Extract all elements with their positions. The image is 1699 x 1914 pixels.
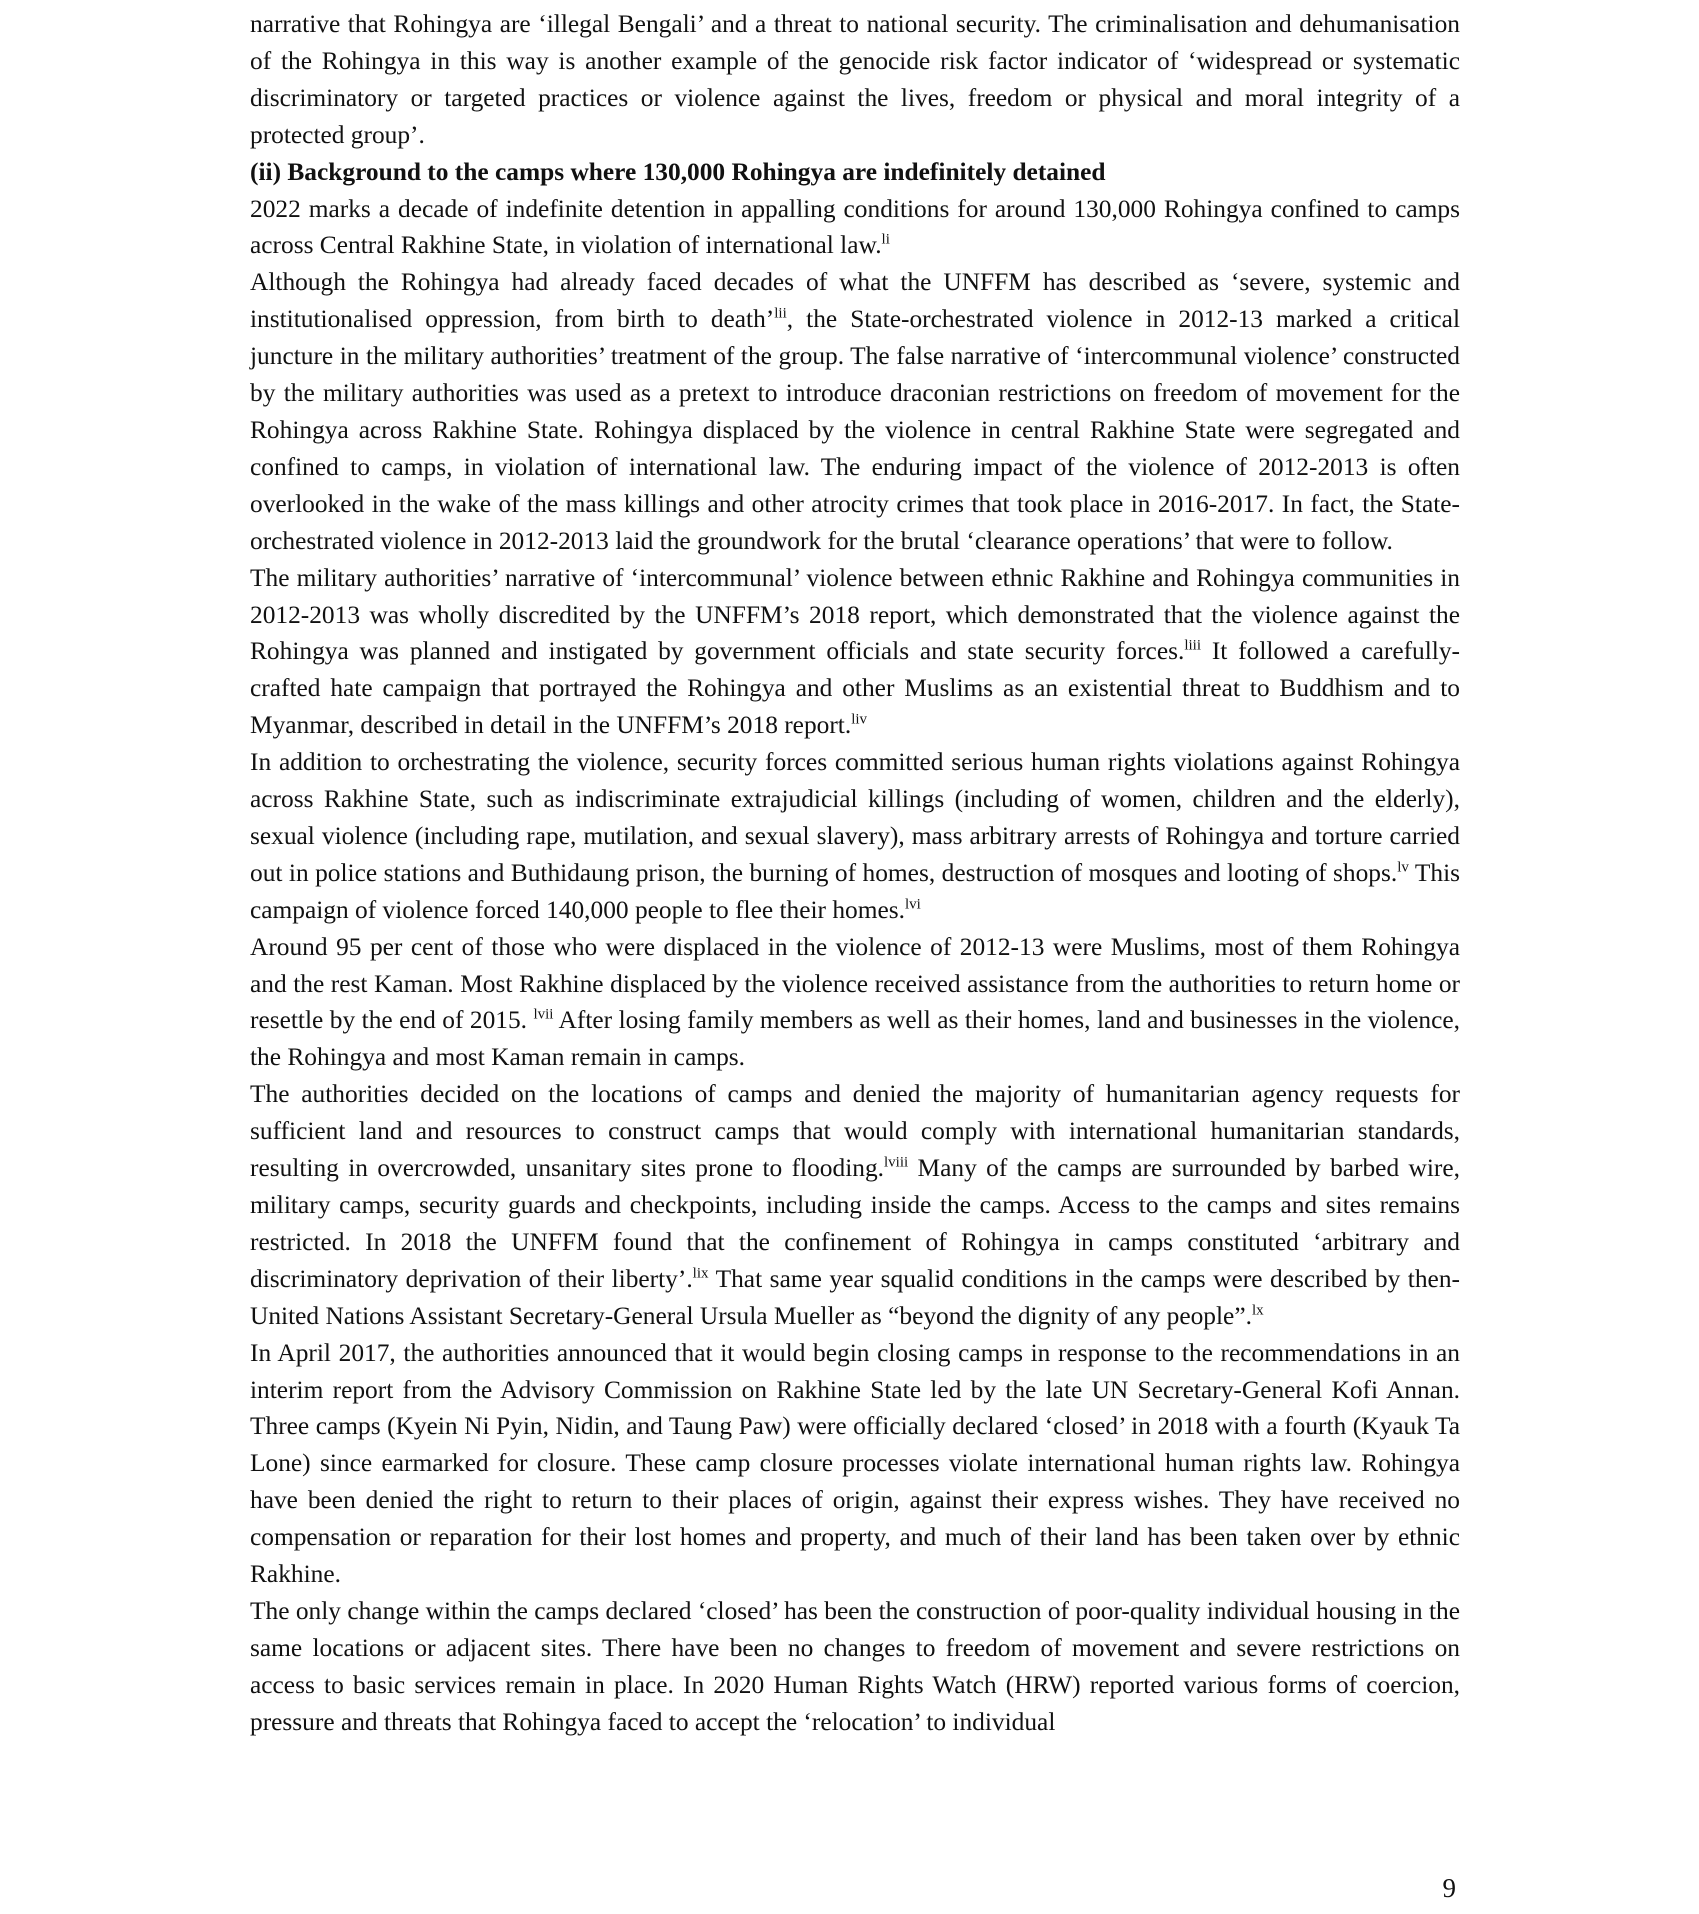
paragraph-text: , the State-orchestrated violence in 2012-13 marked a critical juncture in the military authorities’ treatment of the group. The false narrative of ‘intercommunal violence’ constructed by the military authorities was used as a pretext to introduce draconian restrictions on freedom of movement for the Rohingya across Rakhine State. Rohingya displaced by the violence in central Rakhine State were segregated and confined to camps, in violation of international law. The enduring impact of the violence of 2012-2013 is often overlooked in the wake of the mass killings and other atrocity crimes that took place in 2016-2017. In fact, the State-orchestrated violence in 2012-2013 laid the groundwork for the brutal ‘clearance operations’ that were to follow.: [250, 305, 1460, 555]
section-heading: (ii) Background to the camps where 130,000 Rohingya are indefinitely detained: [250, 157, 1106, 186]
page-number: 9: [1442, 1873, 1456, 1903]
footnote-marker: li: [881, 231, 890, 248]
paragraph-text: That same year squalid conditions in the camps were described by then-United Nations Assistant Secretary-General Ursula Mueller as “beyond the dignity of any people”.: [250, 1264, 1460, 1330]
paragraph: [250, 264, 1460, 559]
footnote-marker: liv: [851, 711, 868, 728]
footnote-marker: liii: [1184, 637, 1202, 654]
paragraph-text: Many of the camps are surrounded by barbed wire, military camps, security guards and checkpoints, including inside the camps. Access to the camps and sites remains restricted. In 2018 the UNFFM found that the confinement of Rohingya in camps constituted ‘arbitrary and discriminatory deprivation of their liberty’.: [250, 1154, 1460, 1293]
footnote-marker: lii: [774, 305, 787, 322]
paragraph: [250, 6, 1460, 154]
footnote-marker: lx: [1251, 1302, 1264, 1319]
paragraph-text: After losing family members as well as their homes, land and businesses in the violence, the Rohingya and most Kaman remain in camps.: [250, 1006, 1460, 1072]
footnote-marker: lv: [1397, 859, 1409, 876]
paragraph-text: Around 95 per cent of those who were displaced in the violence of 2012-13 were Muslims, most of them Rohingya and the rest Kaman. Most Rakhine displaced by the violence received assistance from the authorities to return home or resettle by the end of 2015.: [250, 932, 1460, 1035]
paragraph-text: The military authorities’ narrative of ‘intercommunal’ violence between ethnic Rakhine and Rohingya communities in 2012-2013 was wholly discredited by the UNFFM’s 2018 report, which demonstrated that the violence against the Rohingya was planned and instigated by government officials and state security forces.: [250, 563, 1460, 666]
paragraph-text: It followed a carefully-crafted hate campaign that portrayed the Rohingya and other Muslims as an existential threat to Buddhism and to Myanmar, described in detail in the UNFFM’s 2018 report.: [250, 637, 1461, 740]
paragraph: [250, 191, 1460, 265]
paragraph-text: narrative that Rohingya are ‘illegal Bengali’ and a threat to national security. The criminalisation and dehumanisation of the Rohingya in this way is another example of the genocide risk factor indicator of ‘widespread or systematic discriminatory or targeted practices or violence against the lives, freedom or physical and moral integrity of a protected group’.: [250, 10, 1460, 149]
footnote-marker: lix: [692, 1265, 709, 1282]
paragraph: [250, 929, 1460, 1077]
paragraph-text: This campaign of violence forced 140,000 people to flee their homes.: [250, 858, 1461, 924]
paragraph-text: 2022 marks a decade of indefinite detention in appalling conditions for around 130,000 Rohingya confined to camps across Central Rakhine State, in violation of international law.: [250, 194, 1460, 260]
paragraph: [250, 1076, 1460, 1334]
paragraph: [250, 1593, 1460, 1741]
paragraph: [250, 744, 1460, 929]
footnote-marker: lviii: [883, 1154, 909, 1171]
paragraph: [250, 1335, 1460, 1593]
footnote-marker: lvii: [533, 1007, 554, 1023]
footnote-marker: lvi: [905, 896, 921, 913]
paragraph-text: The authorities decided on the locations of camps and denied the majority of humanitarian agency requests for sufficient land and resources to construct camps that would comply with international humanitarian standards, resulting in overcrowded, unsanitary sites prone to flooding.: [250, 1080, 1460, 1183]
paragraph: [250, 560, 1460, 745]
document-body: [250, 6, 1460, 1741]
paragraph-text: In addition to orchestrating the violence, security forces committed serious human rights violations against Rohingya across Rakhine State, such as indiscriminate extrajudicial killings (including of women, children and the elderly), sexual violence (including rape, mutilation, and sexual slavery), mass arbitrary arrests of Rohingya and torture carried out in police stations and Buthidaung prison, the burning of homes, destruction of mosques and looting of shops.: [250, 748, 1460, 887]
paragraph-text: In April 2017, the authorities announced that it would begin closing camps in response to the recommendations in an interim report from the Advisory Commission on Rakhine State led by the late UN Secretary-General Kofi Annan. Three camps (Kyein Ni Pyin, Nidin, and Taung Paw) were officially declared ‘closed’ in 2018 with a fourth (Kyauk Ta Lone) since earmarked for closure. These camp closure processes violate international human rights law. Rohingya have been denied the right to return to their places of origin, against their express wishes. They have received no compensation or reparation for their lost homes and property, and much of their land has been taken over by ethnic Rakhine.: [250, 1338, 1460, 1589]
paragraph-text: Although the Rohingya had already faced decades of what the UNFFM has described as ‘severe, systemic and institutionalised oppression, from birth to death’: [250, 268, 1460, 334]
paragraph-text: The only change within the camps declared ‘closed’ has been the construction of poor-quality individual housing in the same locations or adjacent sites. There have been no changes to freedom of movement and severe restrictions on access to basic services remain in place. In 2020 Human Rights Watch (HRW) reported various forms of coercion, pressure and threats that Rohingya faced to accept the ‘relocation’ to individual: [250, 1596, 1460, 1736]
